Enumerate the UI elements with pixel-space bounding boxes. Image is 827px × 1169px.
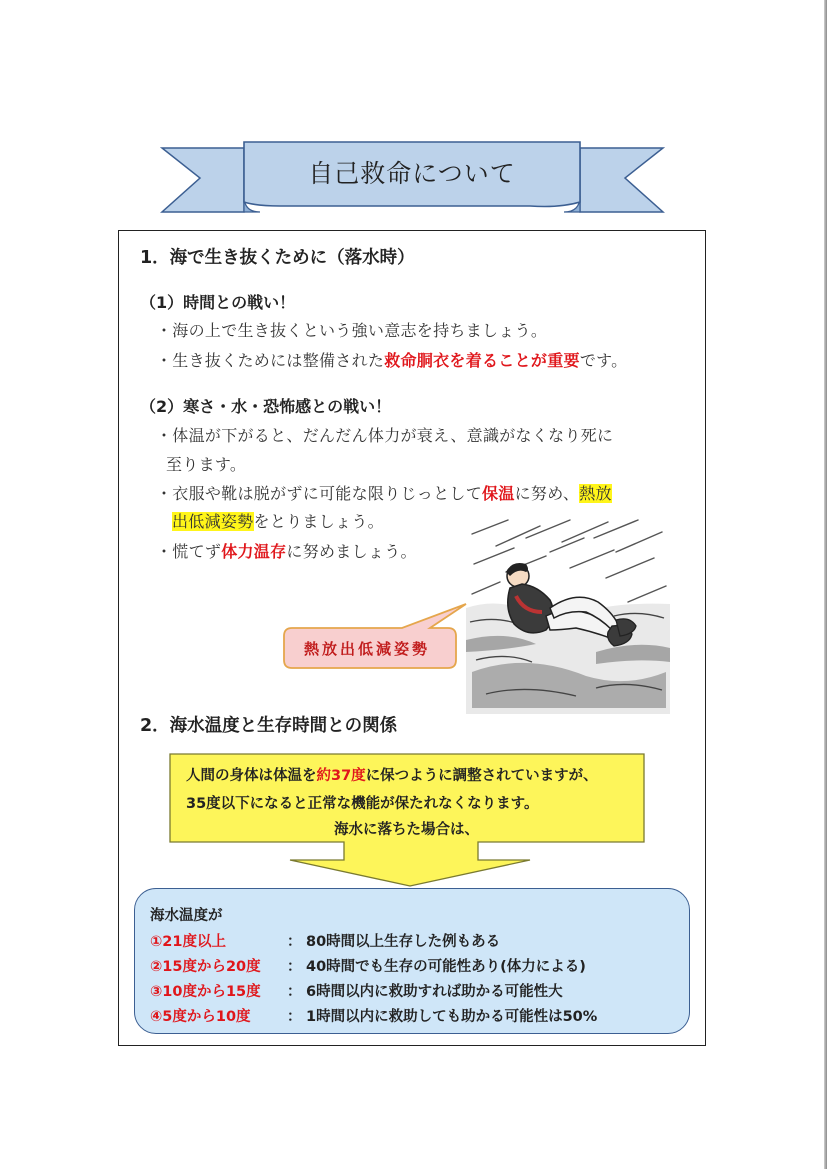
sub2-b2-red: 保温 — [482, 484, 515, 503]
sub2-b2-highlight2: 出低減姿勢 — [172, 512, 254, 531]
row2-separator: ： — [287, 959, 302, 975]
row3-description: 6時間以内に救助すれば助かる可能性大 — [306, 984, 563, 1000]
floating-person-illustration — [466, 512, 670, 714]
survival-table-title: 海水温度が — [150, 908, 223, 924]
row4-separator: ： — [287, 1009, 302, 1025]
sub1-b2-red: 救命胴衣を着ることが重要 — [384, 351, 580, 370]
sub2-bullet2-line1 — [156, 481, 612, 504]
row3-condition: ③10度から15度 — [150, 984, 261, 1000]
notice-l1-post: に保つように調整されていますが、 — [365, 768, 598, 784]
sub2-b3-red: 体力温存 — [221, 542, 287, 561]
sub1-bullet1: ・海の上で生き抜くという強い意志を持ちましょう。 — [156, 321, 548, 340]
notice-line2: 35度以下になると正常な機能が保たれなくなります。 — [186, 796, 539, 812]
notice-line3: 海水に落ちた場合は、 — [334, 822, 479, 838]
row4-description: 1時間以内に救助しても助かる可能性は50% — [306, 1009, 598, 1025]
row1-condition: ①21度以上 — [150, 934, 226, 950]
notice-l1-pre: 人間の身体は体温を — [186, 768, 317, 784]
row1-description: 80時間以上生存した例もある — [306, 934, 501, 950]
row4-condition: ④5度から10度 — [150, 1009, 251, 1025]
sub2-title: （2）寒さ・水・恐怖感との戦い！ — [140, 397, 392, 416]
sub1-b2-post: です。 — [579, 351, 628, 370]
sub1-b2-pre: ・生き抜くためには整備された — [156, 351, 385, 370]
sub2-b3-post: に努めましょう。 — [286, 542, 417, 561]
row3-separator: ： — [287, 984, 302, 1000]
sub2-b2-post: をとりましょう。 — [253, 512, 384, 531]
sub2-b2-mid: に努め、 — [514, 484, 580, 503]
row2-condition: ②15度から20度 — [150, 959, 261, 975]
notice-l1-red: 約37度 — [316, 768, 366, 784]
page-title: 自己救命について — [308, 159, 516, 188]
sub2-b2-pre: ・衣服や靴は脱がずに可能な限りじっとして — [156, 484, 483, 503]
sub2-bullet2-line2 — [172, 509, 384, 532]
sub2-bullet1-line2: 至ります。 — [166, 455, 247, 474]
section2-heading: 2．海水温度と生存時間との関係 — [140, 716, 398, 736]
sub1-bullet2 — [156, 348, 627, 371]
posture-callout-label: 熱放出低減姿勢 — [303, 639, 430, 658]
title-banner — [160, 136, 665, 218]
sub1-title: （1）時間との戦い！ — [140, 293, 296, 312]
notice-line1 — [186, 764, 598, 785]
sub2-b3-pre: ・慌てず — [156, 542, 222, 561]
sub2-bullet1-line1: ・体温が下がると、だんだん体力が衰え、意識がなくなり死に — [156, 426, 614, 445]
row1-separator: ： — [287, 934, 302, 950]
sub2-b2-highlight1: 熱放 — [579, 484, 612, 503]
section1-heading: 1．海で生き抜くために（落水時） — [140, 248, 415, 268]
row2-description: 40時間でも生存の可能性あり(体力による) — [306, 959, 586, 975]
sub2-bullet3 — [156, 539, 417, 562]
